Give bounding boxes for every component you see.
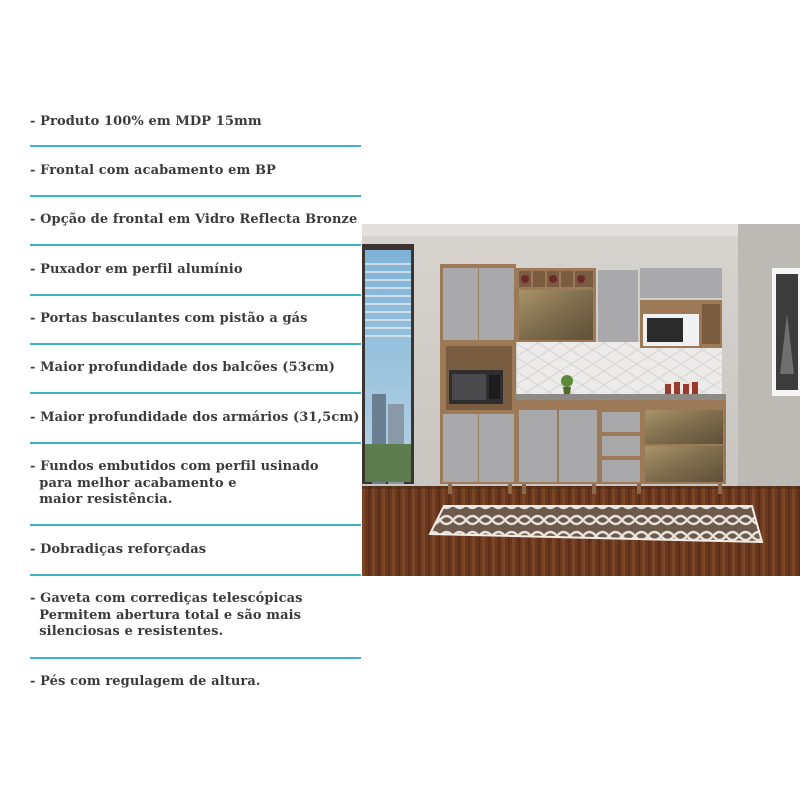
feature-text: - Puxador em perfil alumínio [30,262,243,277]
divider [30,657,361,659]
feature-item [30,311,370,328]
feature-item [30,591,370,641]
feature-text: - Opção de frontal em Vidro Reflecta Bronze [30,212,358,227]
divider [30,574,361,576]
feature-text: - Fundos embutidos com perfil usinado para melhor acabamento e maior resistência. [30,459,319,507]
feature-item [30,360,370,377]
feature-item [30,410,370,427]
kitchen-photo [362,224,800,576]
feature-item [30,459,370,509]
feature-text: - Portas basculantes com pistão a gás [30,311,308,326]
divider [30,392,361,394]
feature-item [30,163,370,180]
feature-item [30,212,370,229]
divider [30,145,361,147]
feature-item [30,262,370,279]
kitchen-illustration [362,224,800,576]
divider [30,524,361,526]
divider [30,343,361,345]
feature-item [30,674,370,691]
divider [30,244,361,246]
feature-item [30,114,370,131]
feature-text: - Frontal com acabamento em BP [30,163,276,178]
feature-text: - Maior profundidade dos armários (31,5cm) [30,410,360,425]
feature-text: - Dobradiças reforçadas [30,542,207,557]
divider [30,442,361,444]
feature-text: - Pés com regulagem de altura. [30,674,261,689]
feature-text: - Maior profundidade dos balcões (53cm) [30,360,335,375]
divider [30,294,361,296]
feature-text: - Gaveta com corrediças telescópicas Permitem abertura total e são mais silenciosas e resistentes. [30,591,303,639]
feature-list [0,0,362,800]
divider [30,195,361,197]
feature-text: - Produto 100% em MDP 15mm [30,114,262,129]
feature-item [30,542,370,559]
